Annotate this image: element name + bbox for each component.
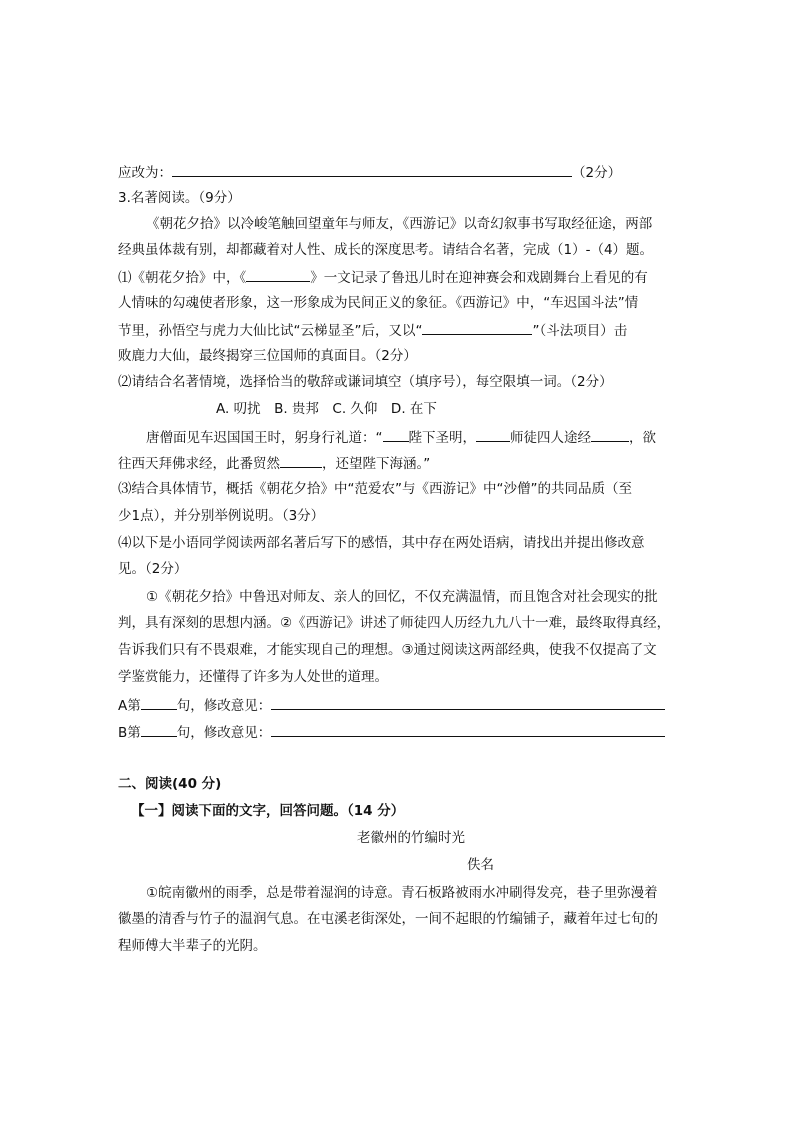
article-title: 老徽州的竹编时光: [357, 830, 465, 846]
q1-text: ⑴《朝花夕拾》中，《: [118, 270, 247, 286]
q2-text: 唐僧面见车迟国国王时，躬身行礼道：“: [146, 430, 383, 446]
q1-line-4: 败鹿力大仙，最终揭穿三位国师的真面目。（2分）: [118, 348, 417, 364]
q2-blank-3[interactable]: [591, 427, 629, 442]
article-para-1-line-1: ①皖南徽州的雨季，总是带着湿润的诗意。青石板路被雨水冲刷得发亮，巷子里弥漫着: [146, 885, 658, 901]
q2-line: ⑵请结合名著情境，选择恰当的敬辞或谦词填空（填序号），每空限填一词。（2分）: [118, 374, 613, 390]
answer-a-text: 句，修改意见：: [176, 698, 272, 714]
section-2-subheading: 【一】阅读下面的文字，回答问题。（14 分）: [131, 803, 405, 819]
answer-a-label: A第: [118, 698, 141, 714]
answer-a-sentence-blank[interactable]: [141, 695, 177, 710]
correction-blank[interactable]: [172, 162, 572, 177]
answer-a-opinion-blank[interactable]: [271, 695, 665, 710]
question-3-title: 3.名著阅读。（9分）: [118, 190, 241, 206]
q1-blank-event[interactable]: [422, 320, 532, 335]
q2-options: A. 叨扰 B. 贵邦 C. 久仰 D. 在下: [216, 401, 437, 417]
q2-text: ，欲: [629, 430, 656, 446]
q4-line-1: ⑷以下是小语同学阅读两部名著后写下的感悟，其中存在两处语病，请找出并提出修改意: [118, 535, 645, 551]
q2-blank-1[interactable]: [383, 427, 409, 442]
passage-line-4: 学鉴赏能力，还懂得了许多为人处世的道理。: [118, 669, 388, 685]
q2-text: 陛下圣明，: [408, 430, 476, 446]
answer-b-sentence-blank[interactable]: [141, 722, 177, 737]
answer-b-label: B第: [118, 725, 141, 741]
q2-text: 往西天拜佛求经，此番贸然: [118, 456, 280, 472]
q2-blank-2[interactable]: [476, 427, 510, 442]
answer-a-line: [118, 695, 665, 715]
q1-line-2: 人情味的勾魂使者形象，这一形象成为民间正义的象征。《西游记》中，“车迟国斗法”情: [118, 295, 639, 311]
answer-b-opinion-blank[interactable]: [271, 722, 665, 737]
answer-b-line: [118, 722, 665, 742]
article-author: 佚名: [467, 857, 494, 873]
passage-line-2: 判，具有深刻的思想内涵。②《西游记》讲述了师徒四人历经九九八十一难，最终取得真经，: [118, 615, 671, 631]
q2-text: ，还望陛下海涵。”: [322, 456, 431, 472]
section-2-heading: 二、阅读(40 分): [118, 776, 222, 792]
article-para-1-line-3: 程师傅大半辈子的光阴。: [118, 938, 267, 954]
correction-label: 应改为：: [118, 165, 172, 181]
q1-text: ”（斗法项目）击: [532, 323, 628, 339]
correction-score: （2分）: [572, 165, 622, 181]
q1-blank-title[interactable]: [246, 267, 310, 282]
q4-line-2: 见。（2分）: [118, 561, 188, 577]
q3-line-2: 少1点），并分别举例说明。（3分）: [118, 508, 325, 524]
passage-line-1: ①《朝花夕拾》中鲁迅对师友、亲人的回忆，不仅充满温情，而且饱含对社会现实的批: [146, 589, 658, 605]
q1-text: 节里，孙悟空与虎力大仙比试“云梯显圣”后，又以“: [118, 323, 423, 339]
passage-line-3: 告诉我们只有不畏艰难，才能实现自己的理想。③通过阅读这两部经典，使我不仅提高了文: [118, 642, 657, 658]
q1-text: 》一文记录了鲁迅儿时在迎神赛会和戏剧舞台上看见的有: [310, 270, 648, 286]
intro-line-1: 《朝花夕拾》以冷峻笔触回望童年与师友，《西游记》以奇幻叙事书写取经征途，两部: [146, 216, 653, 232]
q2-sentence-1: [146, 427, 656, 447]
q2-blank-4[interactable]: [280, 453, 322, 468]
q2-text: 师徒四人途经: [510, 430, 591, 446]
article-para-1-line-2: 徽墨的清香与竹子的温润气息。在屯溪老街深处，一间不起眼的竹编铺子，藏着年过七旬的: [118, 911, 658, 927]
answer-b-text: 句，修改意见：: [176, 725, 272, 741]
correction-line: [118, 162, 621, 182]
q1-line-1: [118, 267, 648, 287]
intro-line-2: 经典虽体裁有别，却都藏着对人性、成长的深度思考。请结合名著，完成（1）-（4）题。: [118, 242, 654, 258]
q1-line-3: [118, 320, 627, 340]
q2-sentence-2: [118, 453, 430, 473]
q3-line-1: ⑶结合具体情节，概括《朝花夕拾》中“范爱农”与《西游记》中“沙僧”的共同品质（至: [118, 481, 632, 497]
